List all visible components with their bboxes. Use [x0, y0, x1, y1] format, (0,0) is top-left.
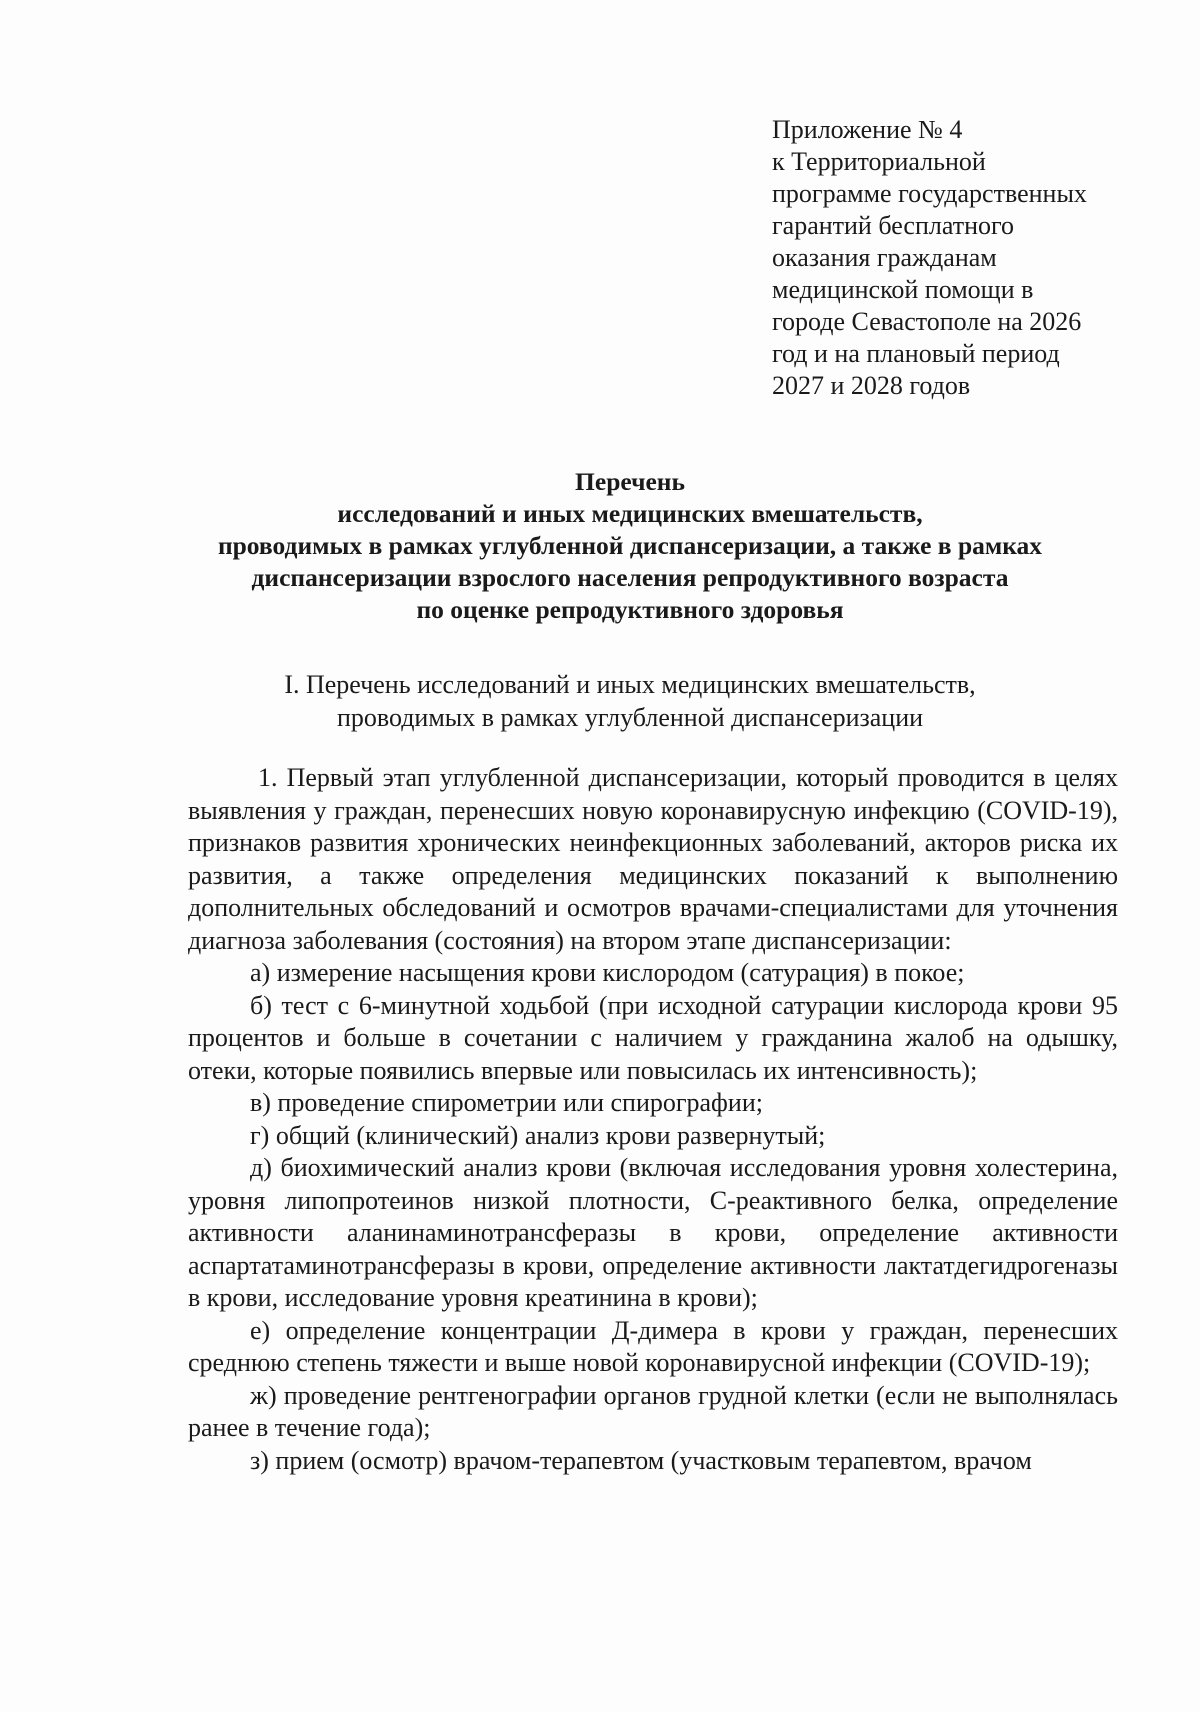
title-line: по оценке репродуктивного здоровья — [416, 595, 844, 624]
appendix-line: к Территориальной — [772, 147, 986, 176]
appendix-block — [772, 114, 1132, 402]
appendix-line: городе Севастополе на 2026 — [772, 307, 1082, 336]
document-title — [150, 466, 1110, 626]
title-line: исследований и иных медицинских вмешательств, — [337, 499, 923, 528]
section-heading — [150, 668, 1110, 734]
appendix-line: программе государственных — [772, 179, 1087, 208]
list-item: а) измерение насыщения крови кислородом (сатурация) в покое; — [250, 958, 965, 987]
appendix-line: оказания гражданам — [772, 243, 997, 272]
appendix-line: гарантий бесплатного — [772, 211, 1015, 240]
section-line: проводимых в рамках углубленной диспансеризации — [336, 703, 924, 732]
list-item: г) общий (клинический) анализ крови развернутый; — [250, 1120, 826, 1150]
appendix-line: Приложение № 4 — [772, 115, 963, 144]
section-line: I. Перечень исследований и иных медицинских вмешательств, — [284, 670, 976, 699]
appendix-line: год и на плановый период — [772, 339, 1060, 368]
document-body — [188, 762, 1118, 1477]
list-item: б) тест с 6-минутной ходьбой (при исходной сатурации кислорода крови 95 процентов и больше в сочетании с наличием у гражданина жалоб на одышку, отеки, которые появились впервые или повысилась их интенсивность); — [188, 990, 1118, 1085]
appendix-line: 2027 и 2028 годов — [772, 371, 971, 400]
list-item: ж) проведение рентгенографии органов грудной клетки (если не выполнялась ранее в течение года); — [188, 1380, 1118, 1442]
list-item: е) определение концентрации Д-димера в крови у граждан, перенесших среднюю степень тяжести и выше новой коронавирусной инфекции (COVID-19); — [188, 1315, 1118, 1377]
title-line: проводимых в рамках углубленной диспансеризации, а также в рамках — [217, 531, 1043, 560]
paragraph-main: 1. Первый этап углубленной диспансеризации, который проводится в целях выявления у граждан, перенесших новую коронавирусную инфекцию (COVID-19), признаков развития хронических неинфекционных заболеваний, акторов риска их развития, а также определения медицинских показаний к выполнению дополнительных обследований и осмотров врачами-специалистами для уточнения диагноза заболевания (состояния) на втором этапе диспансеризации: — [188, 763, 1118, 955]
title-line: диспансеризации взрослого населения репродуктивного возраста — [251, 563, 1009, 592]
title-line: Перечень — [575, 467, 685, 496]
list-item: д) биохимический анализ крови (включая исследования уровня холестерина, уровня липопротеинов низкой плотности, С-реактивного белка, определение активности аланинаминотрансферазы в крови, определение активности аспартатаминотрансферазы в крови, определение активности лактатдегидрогеназы в крови, исследование уровня креатинина в крови); — [188, 1153, 1118, 1312]
list-item: з) прием (осмотр) врачом-терапевтом (участковым терапевтом, врачом — [250, 1445, 1032, 1475]
appendix-line: медицинской помощи в — [772, 275, 1034, 304]
list-item: в) проведение спирометрии или спирографии; — [250, 1088, 763, 1117]
